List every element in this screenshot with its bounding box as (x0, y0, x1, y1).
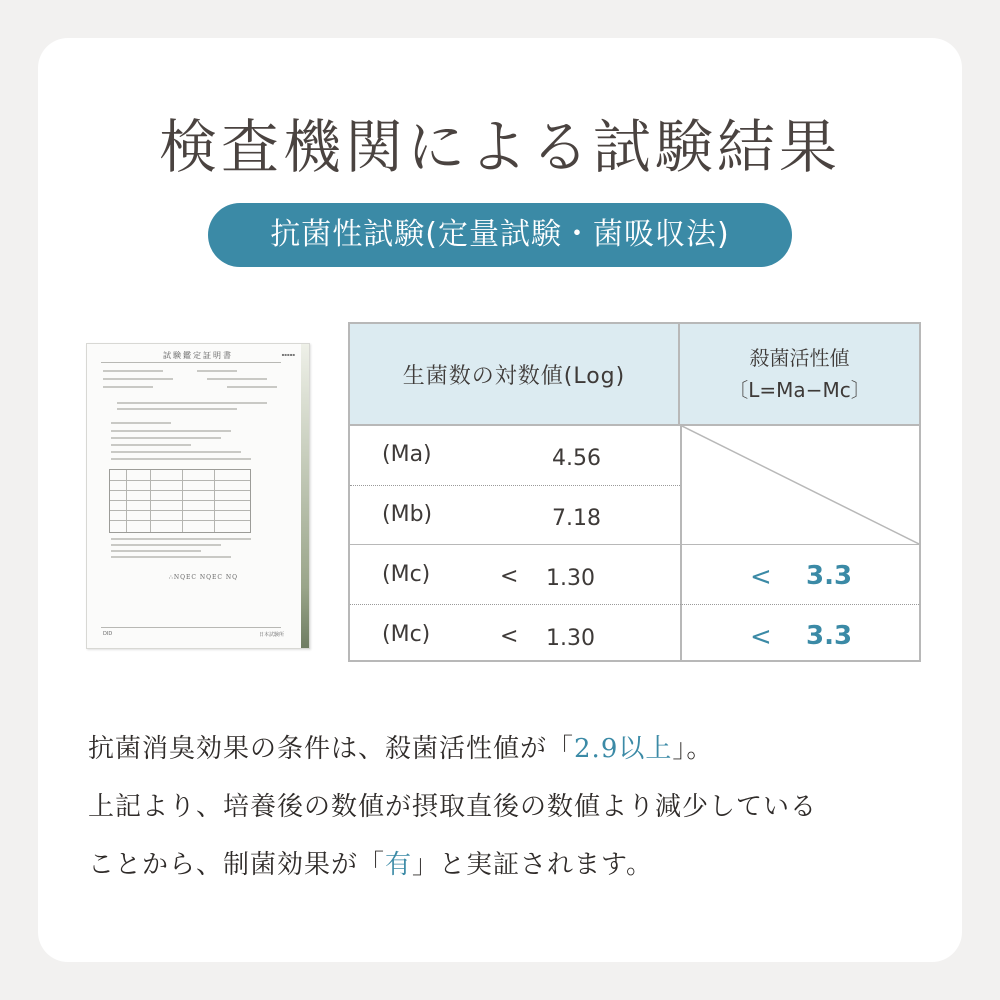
header-activity (680, 324, 919, 424)
doc-text-line (207, 378, 267, 380)
page-title: 検査機関による試験結果 (158, 113, 841, 181)
certificate-signature: ∴NQEC NQEC NQ (169, 574, 239, 581)
note-line-2: 上記より、培養後の数値が摂取直後の数値より減少している (88, 792, 818, 822)
doc-text-line (111, 538, 251, 540)
doc-text-line (111, 451, 241, 453)
doc-text-line (111, 550, 201, 552)
row-divider (350, 485, 680, 486)
certificate-footer-left: DID (103, 631, 113, 637)
note-line-1 (88, 728, 713, 765)
less-than-sign: < (500, 624, 519, 649)
doc-text-line (111, 430, 231, 432)
header-activity-line1: 殺菌活性値 (749, 346, 850, 370)
note-line-1-start: 抗菌消臭効果の条件は、殺菌活性値が「 (88, 734, 575, 764)
diagonal-line (682, 426, 919, 544)
doc-text-line (111, 437, 221, 439)
row-value: 7.18 (552, 506, 601, 531)
doc-text-line (197, 370, 237, 372)
doc-text-line (103, 386, 153, 388)
row-divider (350, 544, 919, 545)
certificate-document (86, 343, 310, 649)
less-than-sign: < (500, 564, 519, 589)
doc-text-line (111, 556, 231, 558)
header-activity-line2: 〔L=Ma−Mc〕 (728, 378, 871, 402)
header-log-values-label: 生菌数の対数値(Log) (402, 363, 626, 389)
activity-less-than: < (750, 562, 772, 592)
doc-text-line (111, 444, 191, 446)
certificate-number: ▪▪▪▪▪ (281, 352, 295, 357)
activity-value: 3.3 (806, 621, 853, 651)
row-value: 4.56 (552, 446, 601, 471)
doc-rule (101, 362, 281, 363)
row-label: (Ma) (382, 442, 432, 467)
header-log-values (350, 324, 680, 424)
doc-text-line (103, 378, 173, 380)
doc-text-line (117, 408, 237, 410)
note-line-3 (88, 844, 653, 881)
test-type-badge: 抗菌性試験(定量試験・菌吸収法) (208, 203, 792, 267)
results-table (348, 322, 921, 662)
activity-value: 3.3 (806, 561, 853, 591)
note-threshold-highlight: 2.9以上 (574, 734, 673, 764)
row-value: 1.30 (546, 626, 595, 651)
note-line-1-end: 」。 (672, 734, 714, 764)
row-divider (350, 604, 919, 605)
doc-text-line (111, 544, 221, 546)
doc-text-line (111, 458, 251, 460)
row-label: (Mb) (382, 502, 433, 527)
certificate-title: 試験鑑定証明書 (163, 351, 233, 360)
certificate-footer-right: 日本試験所 (259, 632, 285, 638)
row-label: (Mc) (382, 622, 431, 647)
doc-text-line (111, 422, 171, 424)
note-result-highlight: 有 (385, 850, 413, 880)
activity-less-than: < (750, 622, 772, 652)
document-edge (301, 344, 309, 648)
doc-text-line (227, 386, 277, 388)
doc-table (109, 469, 251, 533)
note-line-3-start: ことから、制菌効果が「 (88, 850, 386, 880)
doc-text-line (103, 370, 163, 372)
row-value: 1.30 (546, 566, 595, 591)
doc-rule (101, 627, 281, 628)
note-line-3-end: 」と実証されます。 (412, 850, 653, 880)
row-label: (Mc) (382, 562, 431, 587)
doc-text-line (117, 402, 267, 404)
